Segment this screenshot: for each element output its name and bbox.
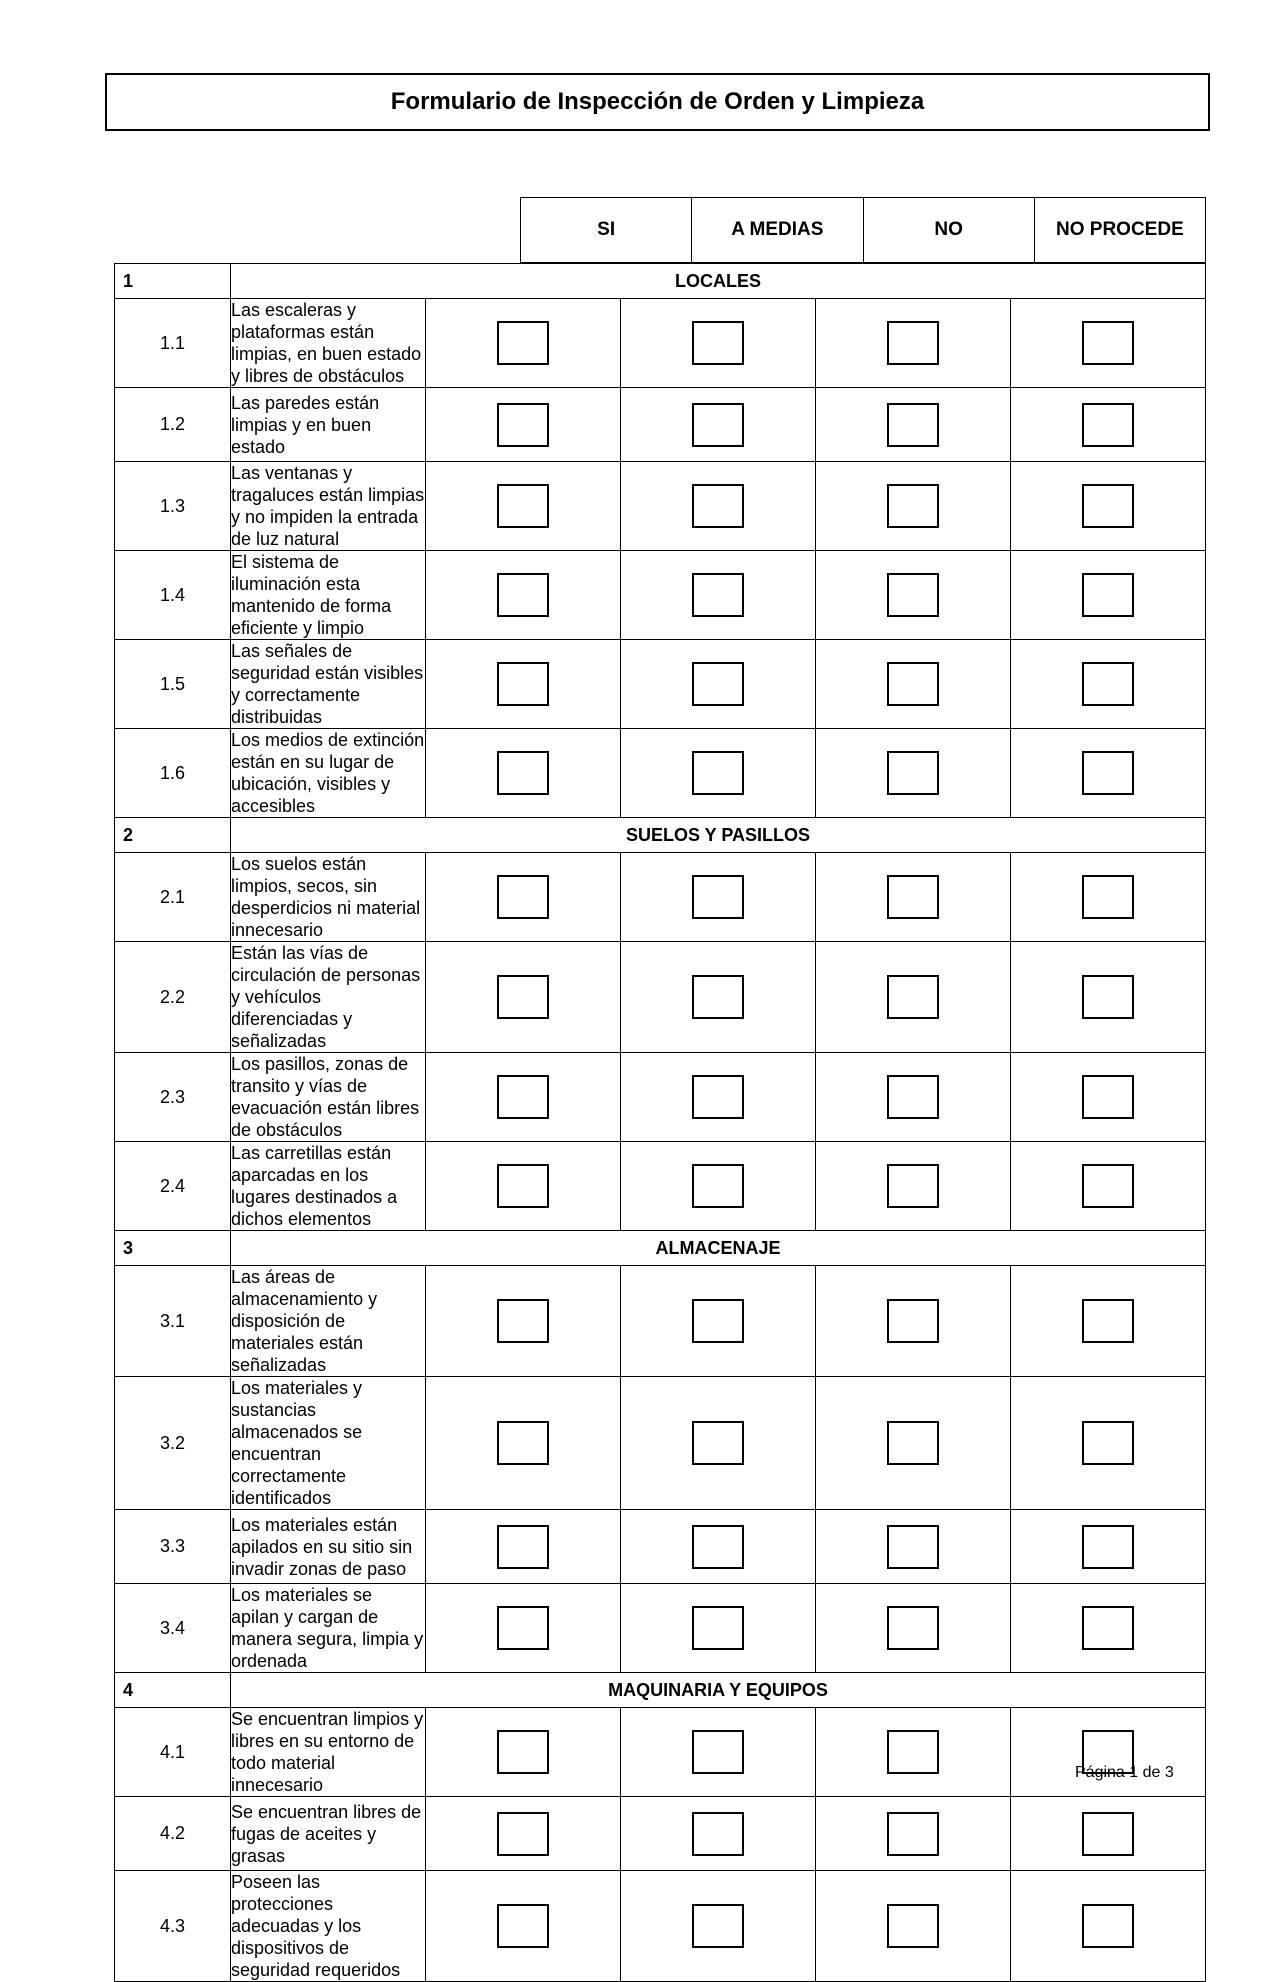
- answer-cell-a-medias: [621, 1266, 816, 1377]
- answer-cell-a-medias: [621, 1053, 816, 1142]
- item-description: Los pasillos, zonas de transito y vías de evacuación están libres de obstáculos: [231, 1053, 426, 1142]
- answer-cell-si: [426, 1142, 621, 1231]
- answer-cell-a-medias: [621, 1377, 816, 1510]
- checkbox-no-procede[interactable]: [1082, 321, 1134, 365]
- section-number: 2: [115, 818, 231, 853]
- checkbox-no[interactable]: [887, 403, 939, 447]
- answer-cell-no: [816, 388, 1011, 462]
- item-description: Las áreas de almacenamiento y disposición de materiales están señalizadas: [231, 1266, 426, 1377]
- item-row: [115, 462, 1206, 551]
- checkbox-no-procede[interactable]: [1082, 484, 1134, 528]
- checkbox-no-procede[interactable]: [1082, 1904, 1134, 1948]
- item-description: Las carretillas están aparcadas en los lugares destinados a dichos elementos: [231, 1142, 426, 1231]
- checkbox-no[interactable]: [887, 1606, 939, 1650]
- checkbox-a-medias[interactable]: [692, 1421, 744, 1465]
- checkbox-si[interactable]: [497, 1812, 549, 1856]
- item-number: 1.3: [115, 462, 231, 551]
- answer-cell-no: [816, 1266, 1011, 1377]
- checkbox-no[interactable]: [887, 975, 939, 1019]
- checkbox-no[interactable]: [887, 1904, 939, 1948]
- answer-cell-si: [426, 388, 621, 462]
- item-row: [115, 1510, 1206, 1584]
- checkbox-no[interactable]: [887, 1164, 939, 1208]
- answer-cell-si: [426, 853, 621, 942]
- answer-cell-a-medias: [621, 729, 816, 818]
- checkbox-no-procede[interactable]: [1082, 875, 1134, 919]
- item-number: 2.3: [115, 1053, 231, 1142]
- item-description: Se encuentran libres de fugas de aceites y grasas: [231, 1797, 426, 1871]
- checkbox-a-medias[interactable]: [692, 1904, 744, 1948]
- item-row: [115, 853, 1206, 942]
- item-row: [115, 1871, 1206, 1982]
- item-number: 3.1: [115, 1266, 231, 1377]
- answer-cell-si: [426, 1266, 621, 1377]
- column-header-a-medias: A MEDIAS: [692, 198, 863, 262]
- item-description: Las señales de seguridad están visibles y correctamente distribuidas: [231, 640, 426, 729]
- answer-cell-no-procede: [1011, 1584, 1206, 1673]
- item-number: 4.2: [115, 1797, 231, 1871]
- item-row: [115, 1584, 1206, 1673]
- checkbox-a-medias[interactable]: [692, 1730, 744, 1774]
- checkbox-si[interactable]: [497, 1299, 549, 1343]
- checkbox-no[interactable]: [887, 1525, 939, 1569]
- checkbox-no-procede[interactable]: [1082, 662, 1134, 706]
- item-row: [115, 1377, 1206, 1510]
- checkbox-no[interactable]: [887, 321, 939, 365]
- answer-cell-no: [816, 640, 1011, 729]
- checkbox-si[interactable]: [497, 1525, 549, 1569]
- item-number: 1.1: [115, 299, 231, 388]
- answer-cell-a-medias: [621, 388, 816, 462]
- answer-cell-si: [426, 1510, 621, 1584]
- answer-cell-a-medias: [621, 462, 816, 551]
- checkbox-si[interactable]: [497, 1075, 549, 1119]
- checkbox-si[interactable]: [497, 1606, 549, 1650]
- answer-cell-si: [426, 1053, 621, 1142]
- answer-cell-no: [816, 1053, 1011, 1142]
- answer-cell-no-procede: [1011, 1708, 1206, 1797]
- item-number: 1.2: [115, 388, 231, 462]
- answer-cell-si: [426, 1871, 621, 1982]
- checkbox-no-procede[interactable]: [1082, 403, 1134, 447]
- item-row: [115, 942, 1206, 1053]
- checkbox-no[interactable]: [887, 1075, 939, 1119]
- checkbox-no[interactable]: [887, 573, 939, 617]
- checkbox-si[interactable]: [497, 875, 549, 919]
- item-description: Las ventanas y tragaluces están limpias y no impiden la entrada de luz natural: [231, 463, 425, 549]
- item-number: 4.3: [115, 1871, 231, 1982]
- answer-cell-si: [426, 1797, 621, 1871]
- item-number: 3.3: [115, 1510, 231, 1584]
- checkbox-si[interactable]: [497, 751, 549, 795]
- answer-cell-no: [816, 1377, 1011, 1510]
- item-row: [115, 640, 1206, 729]
- section-title: MAQUINARIA Y EQUIPOS: [231, 1673, 1206, 1708]
- checkbox-a-medias[interactable]: [692, 751, 744, 795]
- item-number: 3.4: [115, 1584, 231, 1673]
- item-row: [115, 1142, 1206, 1231]
- answer-cell-si: [426, 462, 621, 551]
- item-description: Las escaleras y plataformas están limpias, en buen estado y libres de obstáculos: [231, 299, 426, 388]
- answer-cell-si: [426, 1584, 621, 1673]
- answer-cell-a-medias: [621, 1871, 816, 1982]
- page-number: Página 1 de 3: [1075, 1764, 1174, 1781]
- item-description: Las paredes están limpias y en buen estado: [231, 388, 426, 462]
- answer-cell-no: [816, 1871, 1011, 1982]
- answer-cell-no-procede: [1011, 1797, 1206, 1871]
- answer-cell-no-procede: [1011, 462, 1206, 551]
- checkbox-no-procede[interactable]: [1082, 573, 1134, 617]
- form-title: Formulario de Inspección de Orden y Limpieza: [105, 73, 1210, 131]
- item-row: [115, 1053, 1206, 1142]
- answer-cell-no-procede: [1011, 1377, 1206, 1510]
- checkbox-si[interactable]: [497, 1904, 549, 1948]
- answer-cell-a-medias: [621, 853, 816, 942]
- answer-cell-a-medias: [621, 1584, 816, 1673]
- answer-cell-si: [426, 1708, 621, 1797]
- item-number: 3.2: [115, 1377, 231, 1510]
- checkbox-no-procede[interactable]: [1082, 1164, 1134, 1208]
- checkbox-no-procede[interactable]: [1082, 1421, 1134, 1465]
- item-row: [115, 1708, 1206, 1797]
- answer-cell-no: [816, 1797, 1011, 1871]
- answer-cell-si: [426, 729, 621, 818]
- answer-cell-a-medias: [621, 942, 816, 1053]
- section-row: [115, 818, 1206, 853]
- item-description: Los materiales se apilan y cargan de manera segura, limpia y ordenada: [231, 1584, 426, 1673]
- answer-cell-a-medias: [621, 1708, 816, 1797]
- checkbox-a-medias[interactable]: [692, 662, 744, 706]
- answer-cell-a-medias: [621, 299, 816, 388]
- checkbox-si[interactable]: [497, 403, 549, 447]
- checkbox-si[interactable]: [497, 1164, 549, 1208]
- checkbox-si[interactable]: [497, 573, 549, 617]
- item-row: [115, 299, 1206, 388]
- checkbox-no-procede[interactable]: [1082, 751, 1134, 795]
- item-description: Los suelos están limpios, secos, sin desperdicios ni material innecesario: [231, 853, 426, 942]
- item-description: Los materiales y sustancias almacenados se encuentran correctamente identificados: [231, 1377, 426, 1510]
- item-row: [115, 1266, 1206, 1377]
- checkbox-si[interactable]: [497, 484, 549, 528]
- column-header-no: NO: [864, 198, 1035, 262]
- answer-cell-no-procede: [1011, 299, 1206, 388]
- answer-cell-no: [816, 551, 1011, 640]
- item-number: 1.4: [115, 551, 231, 640]
- answer-cell-no: [816, 1142, 1011, 1231]
- answer-cell-no: [816, 853, 1011, 942]
- answer-cell-no-procede: [1011, 1871, 1206, 1982]
- checkbox-no[interactable]: [887, 1299, 939, 1343]
- answer-cell-no-procede: [1011, 942, 1206, 1053]
- section-row: [115, 1231, 1206, 1266]
- item-number: 1.5: [115, 640, 231, 729]
- answer-cell-si: [426, 551, 621, 640]
- answer-cell-si: [426, 942, 621, 1053]
- checkbox-a-medias[interactable]: [692, 573, 744, 617]
- checkbox-no-procede[interactable]: [1082, 975, 1134, 1019]
- item-number: 2.2: [115, 942, 231, 1053]
- answer-cell-no-procede: [1011, 551, 1206, 640]
- checkbox-a-medias[interactable]: [692, 1075, 744, 1119]
- checkbox-no-procede[interactable]: [1082, 1299, 1134, 1343]
- item-description: Los materiales están apilados en su sitio sin invadir zonas de paso: [231, 1510, 426, 1584]
- checkbox-si[interactable]: [497, 662, 549, 706]
- column-header-no-procede: NO PROCEDE: [1056, 219, 1184, 240]
- item-description: Se encuentran limpios y libres en su entorno de todo material innecesario: [231, 1708, 426, 1797]
- checkbox-si[interactable]: [497, 1421, 549, 1465]
- answer-cell-a-medias: [621, 1142, 816, 1231]
- item-row: [115, 1797, 1206, 1871]
- checkbox-a-medias[interactable]: [692, 484, 744, 528]
- checkbox-no-procede[interactable]: [1082, 1525, 1134, 1569]
- item-number: 4.1: [115, 1708, 231, 1797]
- answer-cell-si: [426, 1377, 621, 1510]
- section-title: SUELOS Y PASILLOS: [231, 818, 1206, 853]
- section-number: 4: [115, 1673, 231, 1708]
- checkbox-no[interactable]: [887, 1421, 939, 1465]
- checkbox-no[interactable]: [887, 662, 939, 706]
- section-title: ALMACENAJE: [231, 1231, 1206, 1266]
- checkbox-si[interactable]: [497, 975, 549, 1019]
- answer-cell-no-procede: [1011, 1510, 1206, 1584]
- answer-cell-a-medias: [621, 1797, 816, 1871]
- column-header-row: [520, 197, 1206, 263]
- answer-cell-si: [426, 299, 621, 388]
- answer-cell-no-procede: [1011, 388, 1206, 462]
- checkbox-a-medias[interactable]: [692, 1525, 744, 1569]
- item-description: Los medios de extinción están en su lugar de ubicación, visibles y accesibles: [231, 730, 425, 816]
- item-number: 1.6: [115, 729, 231, 818]
- item-number: 2.4: [115, 1142, 231, 1231]
- answer-cell-a-medias: [621, 1510, 816, 1584]
- item-row: [115, 729, 1206, 818]
- checkbox-a-medias[interactable]: [692, 1299, 744, 1343]
- answer-cell-a-medias: [621, 551, 816, 640]
- answer-cell-no-procede: [1011, 729, 1206, 818]
- checkbox-a-medias[interactable]: [692, 1164, 744, 1208]
- checkbox-a-medias[interactable]: [692, 321, 744, 365]
- checkbox-a-medias[interactable]: [692, 1812, 744, 1856]
- checkbox-si[interactable]: [497, 321, 549, 365]
- checkbox-si[interactable]: [497, 1730, 549, 1774]
- answer-cell-no: [816, 1584, 1011, 1673]
- checkbox-a-medias[interactable]: [692, 403, 744, 447]
- answer-cell-no-procede: [1011, 1142, 1206, 1231]
- checkbox-no[interactable]: [887, 484, 939, 528]
- item-number: 2.1: [115, 853, 231, 942]
- checkbox-no[interactable]: [887, 875, 939, 919]
- section-row: [115, 264, 1206, 299]
- checkbox-no-procede[interactable]: [1082, 1812, 1134, 1856]
- checkbox-no-procede[interactable]: [1082, 1606, 1134, 1650]
- answer-cell-no: [816, 299, 1011, 388]
- item-row: [115, 388, 1206, 462]
- inspection-table: [114, 263, 1206, 1982]
- checkbox-no[interactable]: [887, 1730, 939, 1774]
- checkbox-no[interactable]: [887, 751, 939, 795]
- answer-cell-no: [816, 1510, 1011, 1584]
- answer-cell-no-procede: [1011, 640, 1206, 729]
- checkbox-a-medias[interactable]: [692, 1606, 744, 1650]
- answer-cell-no-procede: [1011, 1266, 1206, 1377]
- answer-cell-si: [426, 640, 621, 729]
- answer-cell-a-medias: [621, 640, 816, 729]
- answer-cell-no: [816, 1708, 1011, 1797]
- checkbox-no-procede[interactable]: [1082, 1075, 1134, 1119]
- item-description: Poseen las protecciones adecuadas y los dispositivos de seguridad requeridos: [231, 1871, 426, 1982]
- item-description: Están las vías de circulación de personas y vehículos diferenciadas y señalizadas: [231, 942, 426, 1053]
- column-header-si: SI: [521, 198, 692, 262]
- answer-cell-no-procede: [1011, 853, 1206, 942]
- checkbox-a-medias[interactable]: [692, 975, 744, 1019]
- answer-cell-no: [816, 942, 1011, 1053]
- answer-cell-no-procede: [1011, 1053, 1206, 1142]
- answer-cell-no: [816, 462, 1011, 551]
- checkbox-a-medias[interactable]: [692, 875, 744, 919]
- section-number: 1: [115, 264, 231, 299]
- answer-cell-no: [816, 729, 1011, 818]
- section-title: LOCALES: [231, 264, 1206, 299]
- item-row: [115, 551, 1206, 640]
- checkbox-no[interactable]: [887, 1812, 939, 1856]
- item-description: El sistema de iluminación esta mantenido de forma eficiente y limpio: [231, 551, 426, 640]
- section-number: 3: [115, 1231, 231, 1266]
- section-row: [115, 1673, 1206, 1708]
